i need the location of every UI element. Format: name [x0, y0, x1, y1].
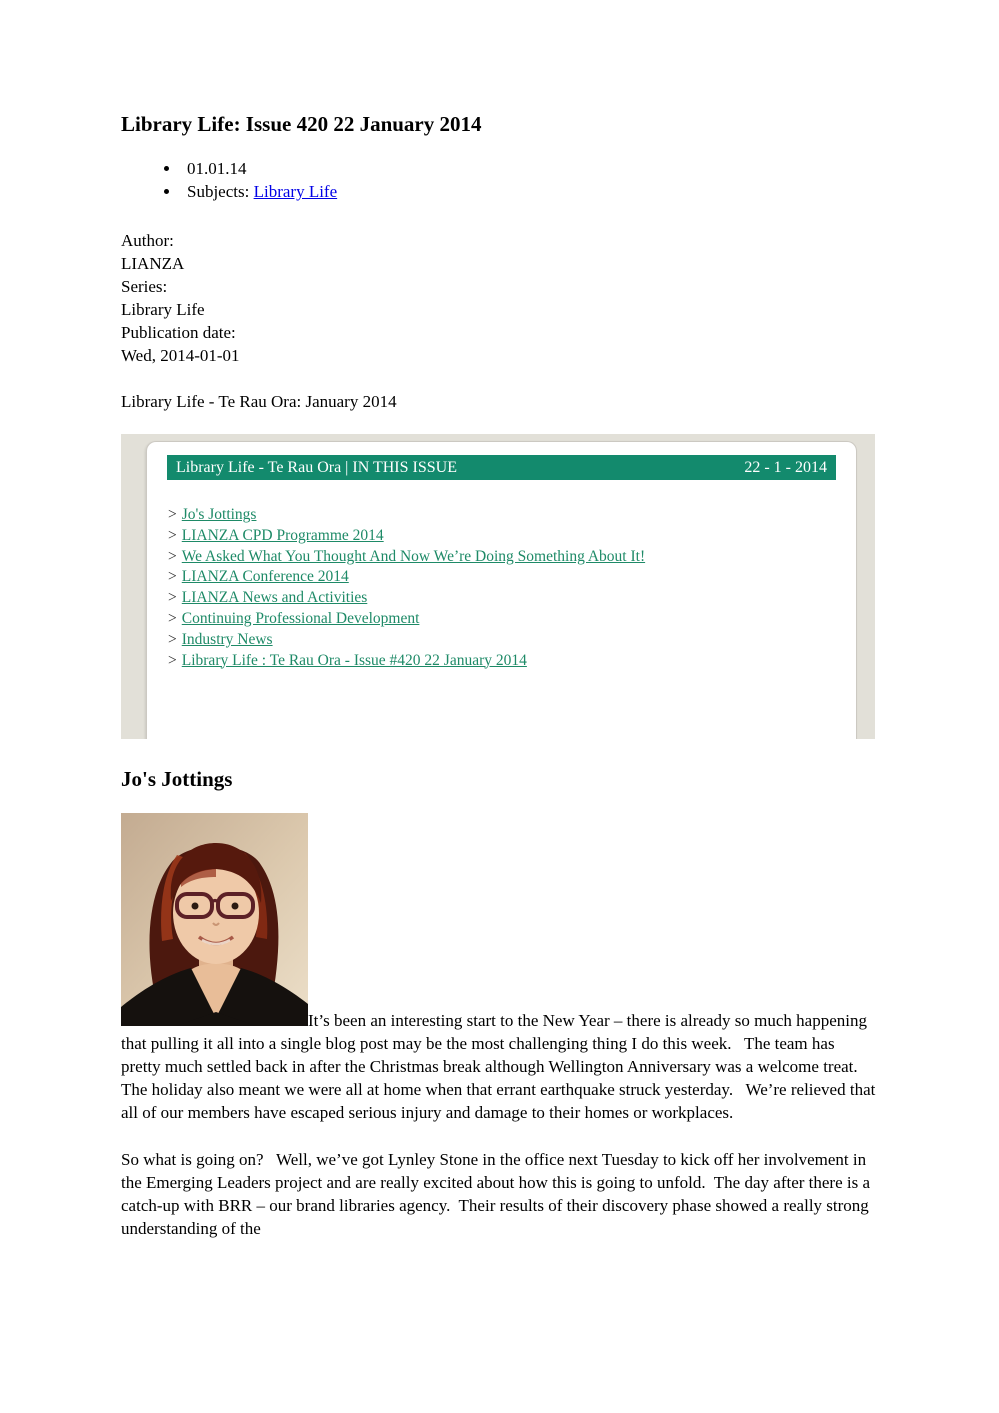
chevron-icon: > [168, 630, 177, 648]
pubdate-value: Wed, 2014-01-01 [121, 346, 240, 365]
subjects-link[interactable]: Library Life [253, 182, 338, 201]
chevron-icon: > [168, 651, 177, 669]
newsletter-date: 22 - 1 - 2014 [744, 458, 827, 476]
toc-item [168, 567, 836, 588]
article-heading: Jo's Jottings [121, 767, 233, 791]
toc-item [168, 609, 836, 630]
series-value: Library Life [121, 300, 205, 319]
portrait-photo [121, 813, 308, 1026]
meta-list [121, 157, 877, 203]
toc-item [168, 526, 836, 547]
chevron-icon: > [168, 568, 177, 586]
meta-item-subjects [181, 180, 877, 203]
newsletter-embed [121, 434, 875, 739]
metadata-fields [121, 229, 877, 367]
chevron-icon: > [168, 506, 177, 523]
chevron-icon: > [168, 547, 177, 565]
toc-item [168, 547, 836, 568]
toc-item [168, 588, 836, 609]
author-label: Author: [121, 231, 174, 250]
toc-link-news-activities[interactable]: LIANZA News and Activities [181, 589, 368, 607]
toc-link-cpd[interactable]: Continuing Professional Development [181, 609, 420, 627]
toc-item [168, 505, 836, 526]
chevron-icon: > [168, 526, 177, 544]
lead-paragraph [121, 813, 880, 1124]
pubdate-label: Publication date: [121, 323, 236, 342]
chevron-icon: > [168, 589, 177, 607]
series-label: Series: [121, 277, 168, 296]
newsletter-card [146, 441, 857, 739]
toc-item [168, 630, 836, 651]
toc-item [168, 651, 836, 672]
toc-link-issue-420[interactable]: Library Life : Te Rau Ora - Issue #420 22 January 2014 [181, 651, 527, 669]
toc-link-industry-news[interactable]: Industry News [181, 630, 273, 648]
paragraph-text: It’s been an interesting start to the New Year – there is already so much happening that pulling it all into a single blog post may be the most challenging thing I do this week. The team has pretty much settled back in after the Christmas break although Wellington Anniversary was a welcome treat. The holiday also meant we were all at home when that errant earthquake struck yesterday. We’re relieved that all of our members have escaped serious injury and damage to their homes or workplaces. [121, 1011, 880, 1122]
subjects-label: Subjects: [187, 182, 254, 201]
standfirst: Library Life - Te Rau Ora: January 2014 [121, 392, 397, 411]
toc-list [167, 505, 836, 671]
toc-link-jos-jottings[interactable]: Jo's Jottings [181, 506, 257, 523]
newsletter-header-bar [167, 455, 836, 480]
body-paragraph: So what is going on? Well, we’ve got Lynley Stone in the office next Tuesday to kick off her involvement in the Emerging Leaders project and are really excited about how this is going to unfold. The day after there is a catch-up with BRR – our brand libraries agency. Their results of their discovery phase showed a really strong understanding of the [121, 1150, 875, 1238]
post-date: 01.01.14 [187, 159, 247, 178]
page-title: Library Life: Issue 420 22 January 2014 [121, 112, 482, 136]
author-value: LIANZA [121, 254, 185, 273]
chevron-icon: > [168, 609, 177, 627]
toc-link-we-asked[interactable]: We Asked What You Thought And Now We’re Doing Something About It! [181, 547, 646, 565]
newsletter-title: Library Life - Te Rau Ora | IN THIS ISSUE [176, 458, 457, 476]
toc-link-cpd-programme[interactable]: LIANZA CPD Programme 2014 [181, 526, 384, 544]
toc-link-conference[interactable]: LIANZA Conference 2014 [181, 568, 349, 586]
meta-item-date [181, 157, 877, 180]
